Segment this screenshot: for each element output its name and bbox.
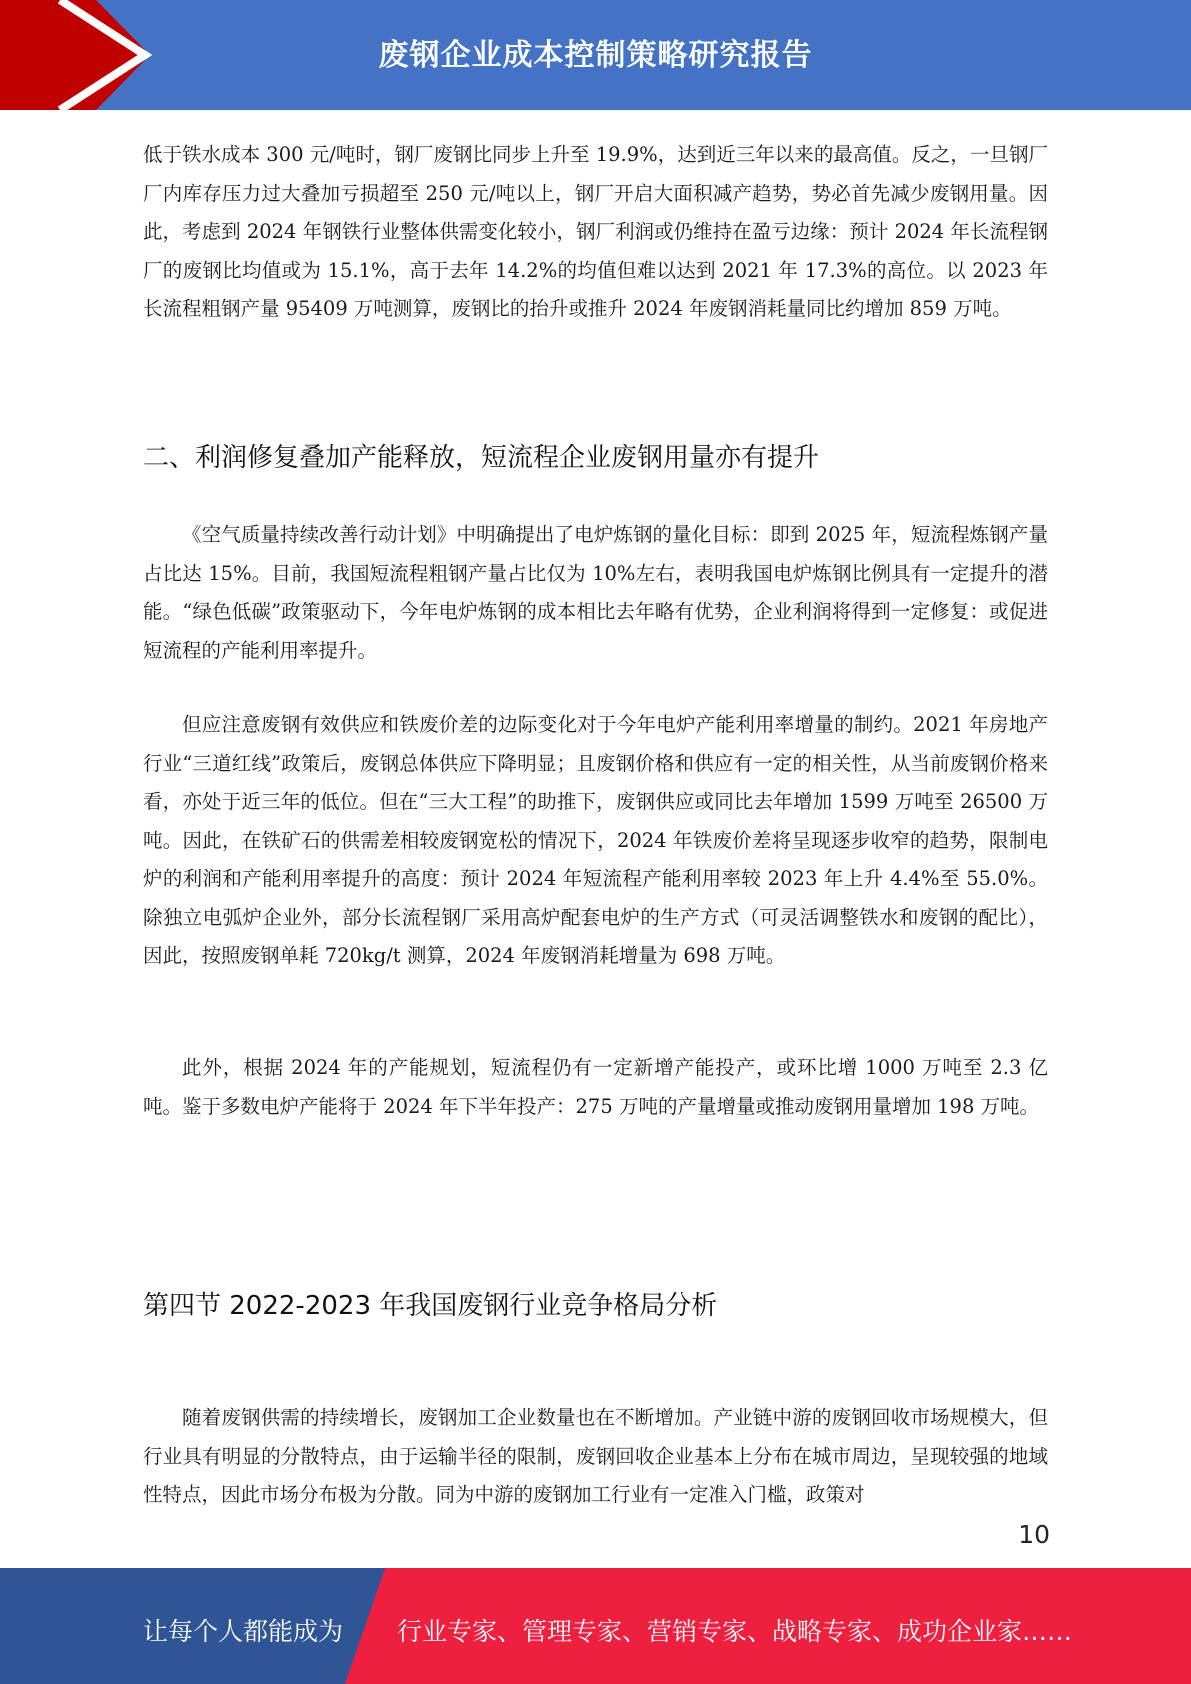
body-text: 但应注意废钢有效供应和铁废价差的边际变化对于今年电炉产能利用率增量的制约。2021 年房地产行业“三道红线”政策后，废钢总体供应下降明显；且废钢价格和供应有一定的相关性，从当前废钢价格来看，亦处于近三年的低位。但在“三大工程”的助推下，废钢供应或同比去年增加 1599 万吨至 26500 万吨。因此，在铁矿石的供需差相较废钢宽松的情况下，2024 年铁废价差将呈现逐步收窄的趋势，限制电炉的利润和产能利用率提升的高度：预计 2024 年短流程产能利用率较 2023 年上升 4.4%至 55.0%。除独立电弧炉企业外，部分长流程钢厂采用高炉配套电炉的生产方式（可灵活调整铁水和废钢的配比），因此，按照废钢单耗 720kg/t 测算，2024 年废钢消耗增量为 698 万吨。 [143, 713, 1048, 967]
paragraph-4 [143, 1049, 1048, 1126]
paragraph-2 [143, 516, 1048, 670]
report-title: 废钢企业成本控制策略研究报告 [378, 38, 813, 73]
page-header [0, 0, 1191, 110]
paragraph-3 [143, 706, 1048, 976]
footer-slogan-right: 行业专家、管理专家、营销专家、战略专家、成功企业家…… [397, 1617, 1073, 1646]
page-footer [0, 1568, 1191, 1684]
subsection-heading: 二、利润修复叠加产能释放，短流程企业废钢用量亦有提升 [143, 443, 820, 473]
body-text: 此外，根据 2024 年的产能规划，短流程仍有一定新增产能投产，或环比增 1000 万吨至 2.3 亿吨。鉴于多数电炉产能将于 2024 年下半年投产：275 万吨的产量增量或推动废钢用量增加 198 万吨。 [143, 1056, 1048, 1118]
paragraph-1 [143, 136, 1048, 329]
footer-slogan-left: 让每个人都能成为 [143, 1617, 344, 1646]
body-text: 《空气质量持续改善行动计划》中明确提出了电炉炼钢的量化目标：即到 2025 年，短流程炼钢产量占比达 15%。目前，我国短流程粗钢产量占比仅为 10%左右，表明我国电炉炼钢比例具有一定提升的潜能。“绿色低碳”政策驱动下，今年电炉炼钢的成本相比去年略有优势，企业利润将得到一定修复：或促进短流程的产能利用率提升。 [143, 523, 1048, 662]
page-number: 10 [1018, 1520, 1050, 1549]
body-text: 随着废钢供需的持续增长，废钢加工企业数量也在不断增加。产业链中游的废钢回收市场规模大，但行业具有明显的分散特点，由于运输半径的限制，废钢回收企业基本上分布在城市周边，呈现较强的地域性特点，因此市场分布极为分散。同为中游的废钢加工行业有一定准入门槛，政策对 [143, 1406, 1048, 1506]
paragraph-5 [143, 1399, 1048, 1515]
body-text: 低于铁水成本 300 元/吨时，钢厂废钢比同步上升至 19.9%，达到近三年以来的最高值。反之，一旦钢厂厂内库存压力过大叠加亏损超至 250 元/吨以上，钢厂开启大面积减产趋势，势必首先减少废钢用量。因此，考虑到 2024 年钢铁行业整体供需变化较小，钢厂利润或仍维持在盈亏边缘：预计 2024 年长流程钢厂的废钢比均值或为 15.1%，高于去年 14.2%的均值但难以达到 2021 年 17.3%的高位。以 2023 年长流程粗钢产量 95409 万吨测算，废钢比的抬升或推升 2024 年废钢消耗量同比约增加 859 万吨。 [143, 143, 1048, 320]
section-heading: 第四节 2022-2023 年我国废钢行业竞争格局分析 [143, 1291, 718, 1321]
